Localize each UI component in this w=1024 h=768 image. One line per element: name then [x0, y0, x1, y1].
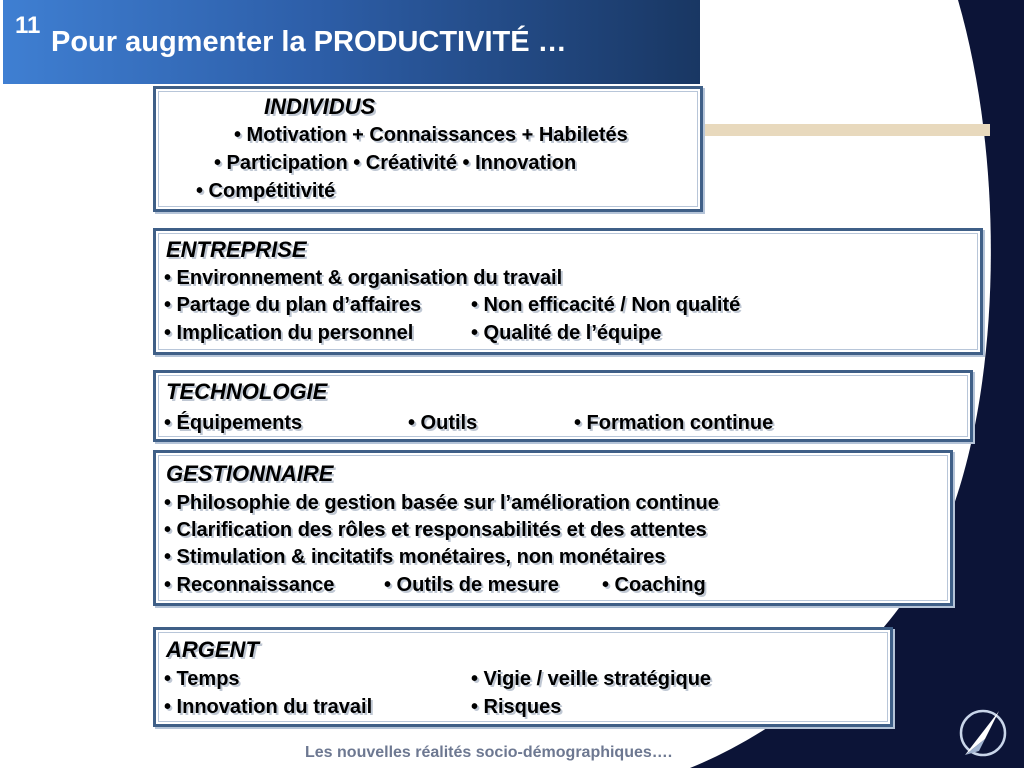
slide-number: 11: [15, 12, 41, 39]
technologie-item-2: • Outils: [408, 412, 478, 434]
argent-line-1b: • Vigie / veille stratégique: [471, 668, 712, 690]
gestionnaire-line-1: • Philosophie de gestion basée sur l’amélioration continue: [164, 492, 719, 514]
heading-argent: ARGENT: [166, 637, 259, 662]
technologie-item-1: • Équipements: [164, 412, 303, 434]
argent-line-1a: • Temps: [164, 668, 240, 690]
individus-line-3: • Compétitivité: [196, 180, 336, 202]
argent-line-2a: • Innovation du travail: [164, 696, 373, 718]
heading-entreprise: ENTREPRISE: [166, 237, 307, 262]
entreprise-line-2a: • Partage du plan d’affaires: [164, 294, 422, 316]
entreprise-line-2b: • Non efficacité / Non qualité: [471, 294, 741, 316]
heading-technologie: TECHNOLOGIE: [166, 379, 328, 404]
argent-line-2b: • Risques: [471, 696, 562, 718]
box-technologie: [153, 370, 973, 442]
individus-line-2: • Participation • Créativité • Innovation: [214, 152, 577, 174]
box-individus: [153, 86, 703, 212]
heading-individus: INDIVIDUS: [264, 94, 376, 119]
gestionnaire-line-4b: • Outils de mesure: [384, 574, 559, 596]
gestionnaire-line-4c: • Coaching: [602, 574, 706, 596]
entreprise-line-1: • Environnement & organisation du travail: [164, 267, 563, 289]
footer-text: Les nouvelles réalités socio-démographiques….: [305, 744, 673, 761]
individus-line-1: • Motivation + Connaissances + Habiletés: [234, 124, 628, 146]
heading-gestionnaire: GESTIONNAIRE: [166, 461, 334, 486]
slide-title: Pour augmenter la PRODUCTIVITÉ …: [51, 26, 567, 58]
entreprise-line-3a: • Implication du personnel: [164, 322, 414, 344]
box-argent: [153, 627, 893, 727]
gestionnaire-line-4a: • Reconnaissance: [164, 574, 335, 596]
title-bar: [3, 0, 700, 84]
entreprise-line-3b: • Qualité de l’équipe: [471, 322, 662, 344]
box-entreprise: [153, 228, 983, 355]
compass-arrow-logo-icon: [955, 705, 1011, 761]
gestionnaire-line-3: • Stimulation & incitatifs monétaires, non monétaires: [164, 546, 666, 568]
technologie-item-3: • Formation continue: [574, 412, 774, 434]
gestionnaire-line-2: • Clarification des rôles et responsabilités et des attentes: [164, 519, 707, 541]
box-gestionnaire: [153, 450, 953, 606]
